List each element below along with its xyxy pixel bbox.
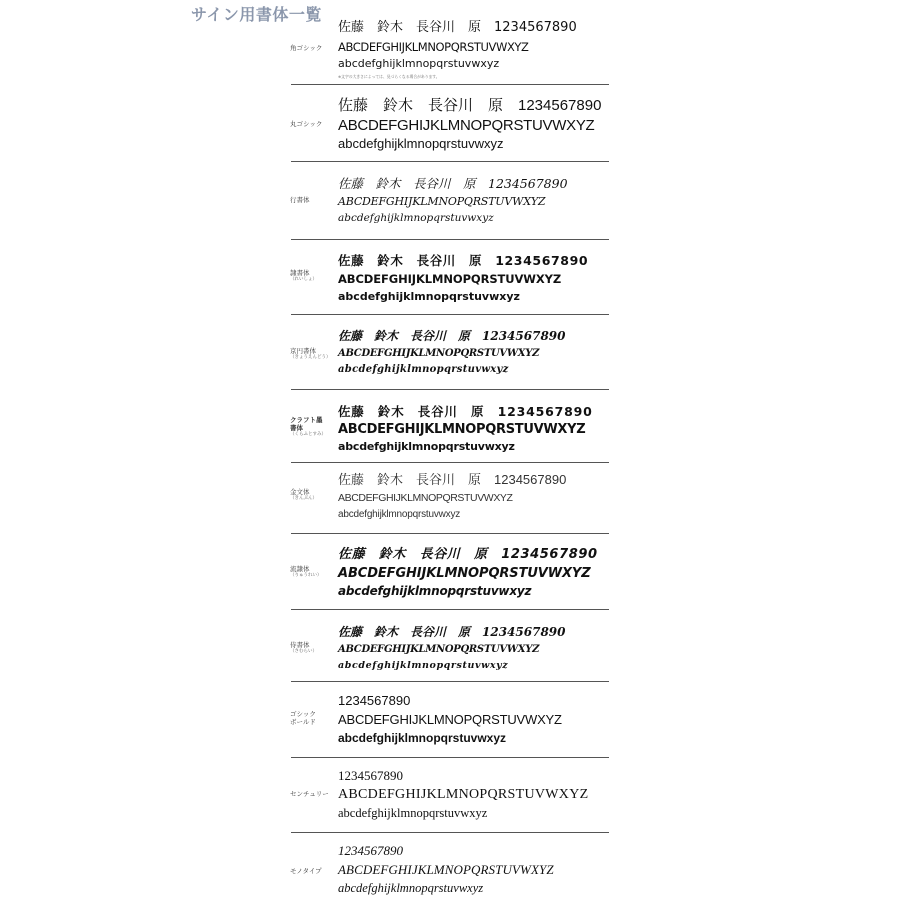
sample-uppercase: ABCDEFGHIJKLMNOPQRSTUVWXYZ xyxy=(338,787,589,802)
sample-uppercase: ABCDEFGHIJKLMNOPQRSTUVWXYZ xyxy=(338,195,546,208)
font-label-name: 丸ゴシック xyxy=(290,120,323,128)
font-row-gyosho xyxy=(0,174,900,236)
sample-names: 佐藤 鈴木 長谷川 原 1234567890 xyxy=(338,472,567,487)
sample-names: 佐藤 鈴木 長谷川 原 1234567890 xyxy=(338,404,593,419)
font-label-name: クラフト墨 xyxy=(290,416,323,424)
font-label xyxy=(290,120,336,128)
sample-numbers: 1234567890 xyxy=(338,693,411,708)
sample-lowercase: abcdefghijklmnopqrstuvwxyz xyxy=(338,364,509,375)
font-sample xyxy=(338,841,554,897)
font-label-name: 侍書体 xyxy=(290,641,310,649)
font-label xyxy=(290,711,336,727)
sample-names: 佐藤 鈴木 長谷川 原 1234567890 xyxy=(338,176,568,191)
font-label-name: 角ゴシック xyxy=(290,44,323,52)
sample-lowercase: abcdefghijklmnopqrstuvwxyz xyxy=(338,660,509,671)
sample-lowercase: abcdefghijklmnopqrstuvwxyz xyxy=(338,136,504,151)
font-row-kaku-gothic xyxy=(0,18,900,84)
font-label-name: 金文体 xyxy=(290,488,310,496)
row-divider xyxy=(291,533,609,534)
sample-lowercase: abcdefghijklmnopqrstuvwxyz xyxy=(338,440,515,453)
font-row-monotype xyxy=(0,841,900,899)
sample-uppercase: ABCDEFGHIJKLMNOPQRSTUVWXYZ xyxy=(338,492,513,504)
sample-lowercase: abcdefghijklmnopqrstuvwxyz xyxy=(338,57,500,70)
font-label xyxy=(290,416,336,438)
row-divider xyxy=(291,681,609,682)
font-row-kinbun xyxy=(0,470,900,530)
sample-lowercase: abcdefghijklmnopqrstuvwxyz xyxy=(338,584,532,598)
font-sample xyxy=(338,327,566,378)
sample-lowercase: abcdefghijklmnopqrstuvwxyz xyxy=(338,806,488,820)
sample-names: 佐藤 鈴木 長谷川 原 1234567890 xyxy=(338,97,602,114)
font-label xyxy=(290,196,336,204)
font-sample xyxy=(338,766,588,822)
font-label-reading: （きょうえんどう） xyxy=(290,355,331,360)
font-row-ryurei xyxy=(0,545,900,607)
row-divider xyxy=(291,84,609,85)
sample-names: 佐藤 鈴木 長谷川 原 1234567890 xyxy=(338,547,598,562)
font-row-samurai xyxy=(0,623,900,681)
font-label-reading: （さむらい） xyxy=(290,649,317,654)
page-title: サイン用書体一覧 xyxy=(191,5,322,24)
row-divider xyxy=(291,239,609,240)
font-row-reisho xyxy=(0,251,900,311)
font-label xyxy=(290,565,336,579)
sample-uppercase: ABCDEFGHIJKLMNOPQRSTUVWXYZ xyxy=(338,272,562,286)
font-label-reading: （くらふとすみ） xyxy=(290,432,326,437)
sample-names: 佐藤 鈴木 長谷川 原 1234567890 xyxy=(338,625,566,639)
font-label-name: ゴシック xyxy=(290,711,316,718)
sample-lowercase: abcdefghijklmnopqrstuvwxyz xyxy=(338,509,461,520)
sample-lowercase: abcdefghijklmnopqrstuvwxyz xyxy=(338,731,507,745)
sample-uppercase: ABCDEFGHIJKLMNOPQRSTUVWXYZ xyxy=(338,862,554,877)
sample-uppercase: ABCDEFGHIJKLMNOPQRSTUVWXYZ xyxy=(338,422,586,437)
sample-numbers: 1234567890 xyxy=(338,768,403,783)
font-label-name: センチュリー xyxy=(290,790,329,798)
font-label-name: 行書体 xyxy=(290,196,310,204)
sample-uppercase: ABCDEFGHIJKLMNOPQRSTUVWXYZ xyxy=(338,644,540,655)
font-row-maru-gothic xyxy=(0,96,900,160)
font-label-name-2: ボールド xyxy=(290,719,316,726)
row-divider xyxy=(291,462,609,463)
font-sample xyxy=(338,174,568,226)
font-label xyxy=(290,867,336,875)
font-label-name-2: 書体 xyxy=(290,424,303,432)
font-label-reading: （きんぶん） xyxy=(290,496,317,501)
font-label-reading: （れいしょ） xyxy=(290,277,317,282)
sample-numbers: 1234567890 xyxy=(338,843,403,858)
row-divider xyxy=(291,161,609,162)
sample-uppercase: ABCDEFGHIJKLMNOPQRSTUVWXYZ xyxy=(338,117,595,134)
sample-lowercase: abcdefghijklmnopqrstuvwxyz xyxy=(338,881,484,895)
font-label xyxy=(290,269,336,283)
font-sample xyxy=(338,691,562,747)
row-divider xyxy=(291,757,609,758)
row-divider xyxy=(291,389,609,390)
font-sample xyxy=(338,623,566,674)
font-label-name: モノタイプ xyxy=(290,867,322,875)
font-row-kyoen xyxy=(0,327,900,387)
font-sample xyxy=(338,18,577,80)
font-label-reading: （りゅうれい） xyxy=(290,573,322,578)
font-label xyxy=(290,347,336,361)
font-sample xyxy=(338,402,593,455)
font-sample xyxy=(338,96,601,152)
sample-lowercase: abcdefghijklmnopqrstuvwxyz xyxy=(338,212,494,224)
sample-uppercase: ABCDEFGHIJKLMNOPQRSTUVWXYZ xyxy=(338,712,562,727)
row-divider xyxy=(291,609,609,610)
row-divider xyxy=(291,314,609,315)
font-label-name: 流隷体 xyxy=(290,565,310,573)
font-row-craft-sumi xyxy=(0,402,900,460)
font-label xyxy=(290,44,336,52)
font-row-gothic-bold xyxy=(0,691,900,751)
font-label-name: 京円書体 xyxy=(290,347,316,355)
sample-uppercase: ABCDEFGHIJKLMNOPQRSTUVWXYZ xyxy=(338,566,591,581)
font-label xyxy=(290,790,336,798)
font-sample xyxy=(338,545,598,600)
sample-names: 佐藤 鈴木 長谷川 原 1234567890 xyxy=(338,20,577,35)
sample-names: 佐藤 鈴木 長谷川 原 1234567890 xyxy=(338,329,566,343)
sample-uppercase: ABCDEFGHIJKLMNOPQRSTUVWXYZ xyxy=(338,40,529,54)
font-row-century xyxy=(0,766,900,826)
sample-lowercase: abcdefghijklmnopqrstuvwxyz xyxy=(338,290,520,303)
font-sample xyxy=(338,251,588,305)
sample-uppercase: ABCDEFGHIJKLMNOPQRSTUVWXYZ xyxy=(338,348,540,359)
font-label xyxy=(290,488,336,502)
font-label-name: 隷書体 xyxy=(290,269,310,277)
sample-note: ※文字の大きさによっては、見づらくなる場合があります。 xyxy=(338,74,440,79)
font-label xyxy=(290,641,336,655)
sample-names: 佐藤 鈴木 長谷川 原 1234567890 xyxy=(338,253,589,268)
row-divider xyxy=(291,832,609,833)
font-sample xyxy=(338,470,566,523)
